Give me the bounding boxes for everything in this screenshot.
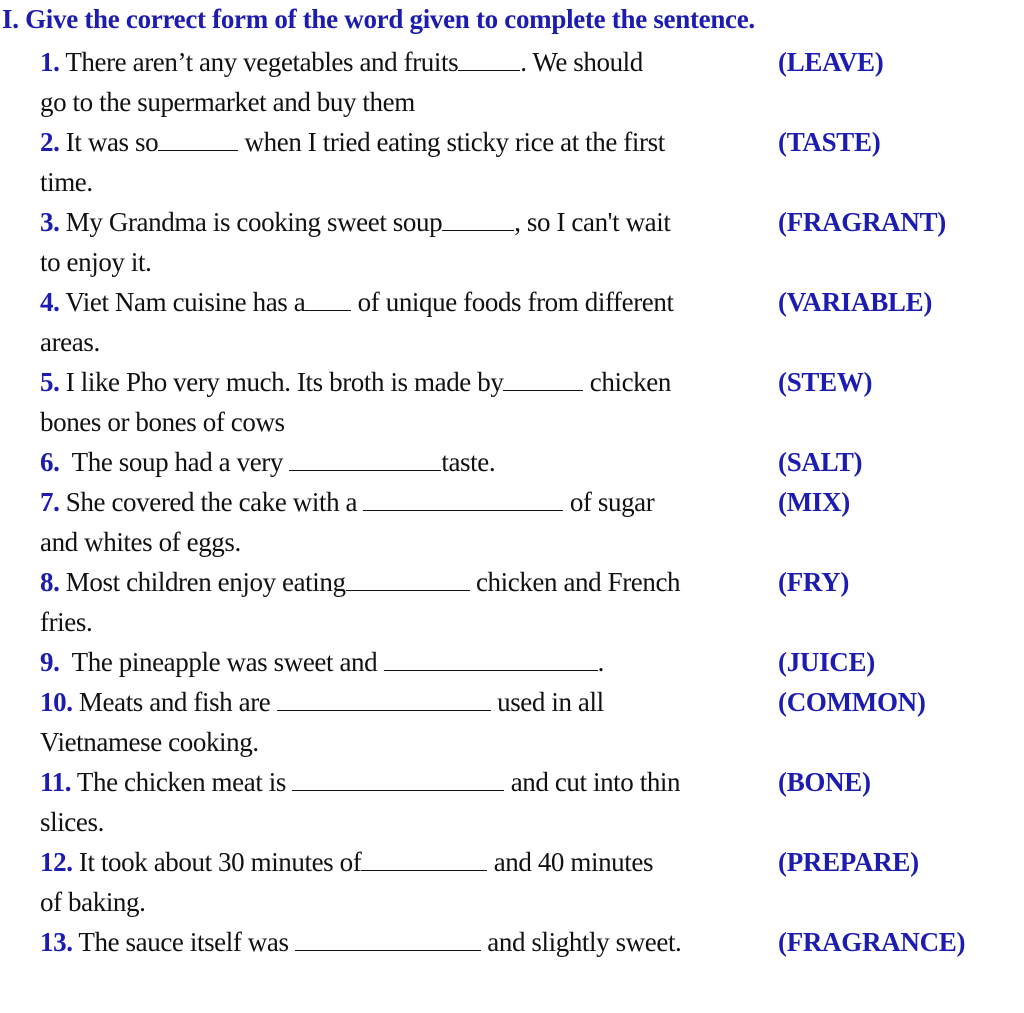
question-number: 8. [40,567,60,597]
question-continuation: go to the supermarket and buy them [40,87,415,117]
sentence-before: The soup had a very [59,447,290,477]
sentence-after: . We should [520,47,643,77]
question-number: 1. [40,47,60,77]
word-hint: (FRAGRANT) [778,207,946,237]
question-10 [40,686,604,718]
answer-blank[interactable] [361,848,487,871]
question-continuation: Vietnamese cooking. [40,727,259,757]
question-4 [40,286,674,318]
sentence-after: and 40 minutes [487,847,654,877]
answer-blank[interactable] [458,48,520,71]
answer-blank[interactable] [289,448,441,471]
sentence-after: of unique foods from different [351,287,674,317]
question-7 [40,486,654,518]
word-hint: (SALT) [778,447,863,477]
sentence-before: Meats and fish are [72,687,277,717]
question-3 [40,206,670,238]
sentence-after: and cut into thin [504,767,681,797]
question-continuation: and whites of eggs. [40,527,241,557]
question-number: 12. [40,847,73,877]
question-continuation: areas. [40,327,100,357]
word-hint: (PREPARE) [778,847,919,877]
word-hint: (COMMON) [778,687,926,717]
question-number: 13. [40,927,73,957]
question-continuation: bones or bones of cows [40,407,285,437]
answer-blank[interactable] [346,568,470,591]
word-hint: (MIX) [778,487,850,517]
sentence-before: She covered the cake with a [59,487,364,517]
question-number: 3. [40,207,60,237]
question-number: 2. [40,127,60,157]
sentence-after: when I tried eating sticky rice at the first [238,127,665,157]
sentence-before: It was so [59,127,159,157]
sentence-before: The sauce itself was [72,927,295,957]
question-continuation: of baking. [40,887,146,917]
sentence-before: Viet Nam cuisine has a [59,287,306,317]
question-1 [40,46,643,78]
sentence-before: Most children enjoy eating [59,567,346,597]
sentence-after: chicken [583,367,671,397]
answer-blank[interactable] [503,368,583,391]
question-8 [40,566,680,598]
sentence-before: I like Pho very much. Its broth is made by [59,367,504,397]
answer-blank[interactable] [277,688,491,711]
sentence-after: chicken and French [469,567,681,597]
question-continuation: fries. [40,607,93,637]
answer-blank[interactable] [295,928,481,951]
question-13 [40,926,681,958]
exercise-title: I. Give the correct form of the word given to complete the sentence. [2,4,755,34]
sentence-after: of sugar [563,487,655,517]
word-hint: (TASTE) [778,127,881,157]
word-hint: (LEAVE) [778,47,884,77]
question-number: 9. [40,647,60,677]
question-9 [40,646,604,678]
question-11 [40,766,680,798]
question-2 [40,126,665,158]
word-hint: (FRY) [778,567,850,597]
sentence-after: used in all [490,687,604,717]
answer-blank[interactable] [442,208,514,231]
word-hint: (JUICE) [778,647,875,677]
question-continuation: slices. [40,807,104,837]
answer-blank[interactable] [292,768,504,791]
question-continuation: time. [40,167,93,197]
question-continuation: to enjoy it. [40,247,152,277]
answer-blank[interactable] [363,488,563,511]
answer-blank[interactable] [305,288,351,311]
sentence-after: and slightly sweet. [480,927,682,957]
sentence-before: There aren’t any vegetables and fruits [59,47,459,77]
answer-blank[interactable] [384,648,598,671]
question-12 [40,846,653,878]
sentence-before: It took about 30 minutes of [72,847,362,877]
word-hint: (VARIABLE) [778,287,933,317]
question-5 [40,366,671,398]
word-hint: (STEW) [778,367,873,397]
word-hint: (FRAGRANCE) [778,927,966,957]
question-6 [40,446,495,478]
sentence-after: . [597,647,604,677]
sentence-before: My Grandma is cooking sweet soup [59,207,443,237]
answer-blank[interactable] [158,128,238,151]
word-hint: (BONE) [778,767,871,797]
question-number: 11. [40,767,72,797]
sentence-after: taste. [441,447,496,477]
question-number: 5. [40,367,60,397]
sentence-after: , so I can't wait [514,207,671,237]
sentence-before: The chicken meat is [71,767,293,797]
sentence-before: The pineapple was sweet and [59,647,384,677]
question-number: 7. [40,487,60,517]
question-number: 6. [40,447,60,477]
question-number: 10. [40,687,73,717]
question-number: 4. [40,287,60,317]
